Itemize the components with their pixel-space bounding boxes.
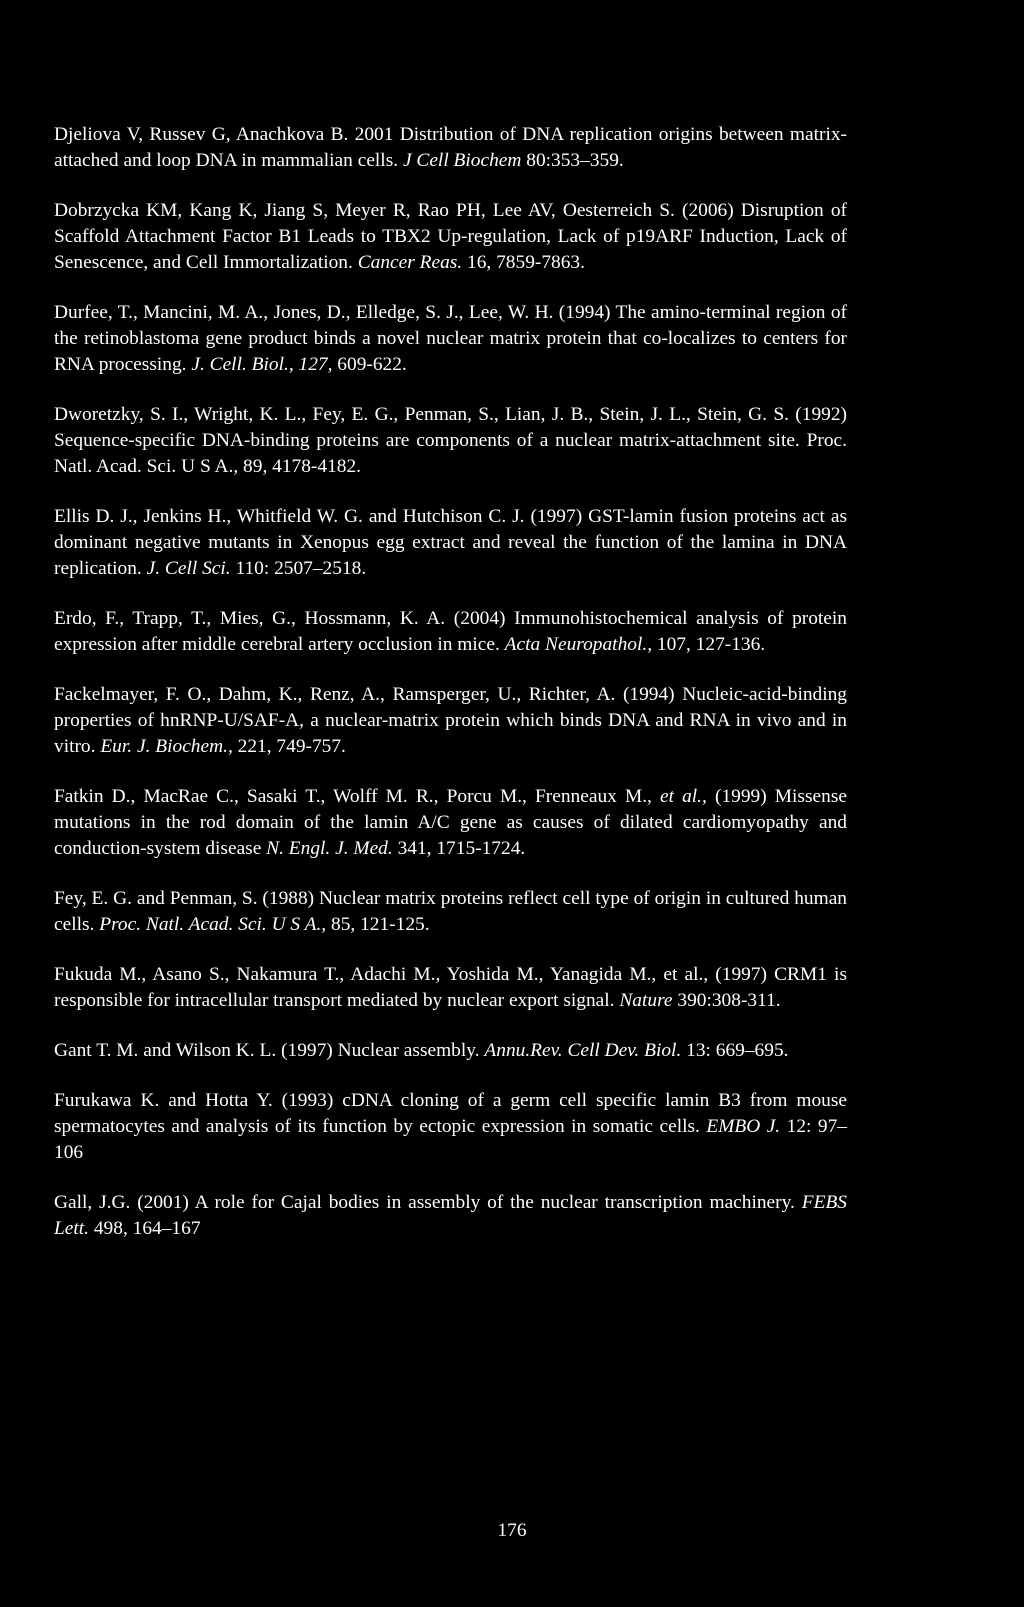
- reference-entry: Erdo, F., Trapp, T., Mies, G., Hossmann, K. A. (2004) Immunohistochemical analysis of protein expression after middle cerebral artery occlusion in mice. Acta Neuropathol., 107, 127-136.: [54, 608, 847, 655]
- reference-entry: Gall, J.G. (2001) A role for Cajal bodies in assembly of the nuclear transcription machinery. FEBS Lett. 498, 164–167: [54, 1192, 847, 1239]
- reference-entry: Durfee, T., Mancini, M. A., Jones, D., Elledge, S. J., Lee, W. H. (1994) The amino-terminal region of the retinoblastoma gene product binds a novel nuclear matrix protein that co-localizes to centers for RNA processing. J. Cell. Biol., 127, 609-622.: [54, 302, 847, 375]
- reference-entry: Dobrzycka KM, Kang K, Jiang S, Meyer R, Rao PH, Lee AV, Oesterreich S. (2006) Disruption of Scaffold Attachment Factor B1 Leads to TBX2 Up-regulation, Lack of p19ARF Induction, Lack of Senescence, and Cell Immortalization. Cancer Reas. 16, 7859-7863.: [54, 200, 847, 273]
- reference-entry: Gant T. M. and Wilson K. L. (1997) Nuclear assembly. Annu.Rev. Cell Dev. Biol. 13: 669–695.: [54, 1040, 789, 1061]
- reference-entry: Fey, E. G. and Penman, S. (1988) Nuclear matrix proteins reflect cell type of origin in cultured human cells. Proc. Natl. Acad. Sci. U S A., 85, 121-125.: [54, 888, 847, 935]
- reference-entry: Dworetzky, S. I., Wright, K. L., Fey, E. G., Penman, S., Lian, J. B., Stein, J. L., Stein, G. S. (1992) Sequence-specific DNA-binding proteins are components of a nuclear matrix-attachment site. Proc. Natl. Acad. Sci. U S A., 89, 4178-4182.: [54, 404, 847, 477]
- reference-entry: Furukawa K. and Hotta Y. (1993) cDNA cloning of a germ cell specific lamin B3 from mouse spermatocytes and analysis of its function by ectopic expression in somatic cells. EMBO J. 12: 97–106: [54, 1090, 848, 1163]
- reference-entry: Djeliova V, Russev G, Anachkova B. 2001 Distribution of DNA replication origins between matrix-attached and loop DNA in mammalian cells. J Cell Biochem 80:353–359.: [54, 124, 847, 171]
- reference-entry: Fackelmayer, F. O., Dahm, K., Renz, A., Ramsperger, U., Richter, A. (1994) Nucleic-acid-binding properties of hnRNP-U/SAF-A, a nuclear-matrix protein which binds DNA and RNA in vivo and in vitro. Eur. J. Biochem., 221, 749-757.: [54, 684, 847, 757]
- page-number: 176: [497, 1520, 527, 1541]
- reference-entry: Ellis D. J., Jenkins H., Whitfield W. G. and Hutchison C. J. (1997) GST-lamin fusion proteins act as dominant negative mutants in Xenopus egg extract and reveal the function of the lamina in DNA replication. J. Cell Sci. 110: 2507–2518.: [54, 506, 847, 579]
- reference-list: [54, 122, 847, 1266]
- reference-entry: Fatkin D., MacRae C., Sasaki T., Wolff M. R., Porcu M., Frenneaux M., et al., (1999) Missense mutations in the rod domain of the lamin A/C gene as causes of dilated cardiomyopathy and conduction-system disease N. Engl. J. Med. 341, 1715-1724.: [54, 786, 847, 859]
- reference-entry: Fukuda M., Asano S., Nakamura T., Adachi M., Yoshida M., Yanagida M., et al., (1997) CRM1 is responsible for intracellular transport mediated by nuclear export signal. Nature 390:308-311.: [54, 964, 847, 1011]
